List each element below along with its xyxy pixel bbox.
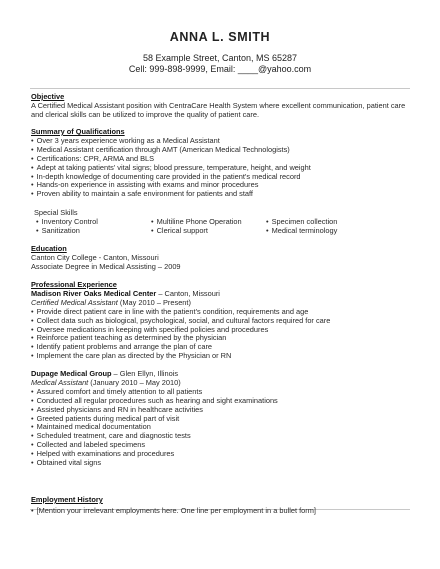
list-item: • Greeted patients during medical part of visit — [31, 415, 416, 424]
list-item: • Adept at taking patients' vital signs; blood pressure, temperature, height, and weight — [31, 164, 416, 173]
job-2-section — [31, 370, 416, 468]
address: 58 Example Street, Canton, MS 65287 — [142, 53, 298, 63]
list-item: • In-depth knowledge of documenting care provided in the patient's medical record — [31, 173, 416, 182]
employment-heading: Employment History — [31, 495, 103, 504]
employment-list — [31, 507, 416, 516]
job-duties-list — [31, 388, 416, 468]
job-duties-list — [31, 308, 416, 361]
list-item: • Obtained vital signs — [31, 459, 416, 468]
education-section — [31, 245, 416, 272]
objective-heading: Objective — [31, 92, 65, 101]
job-title: Medical Assistant — [31, 377, 89, 387]
qualifications-heading: Summary of Qualifications — [31, 127, 125, 136]
skills-grid — [36, 218, 419, 236]
list-item: • Hands-on experience in assisting with exams and minor procedures — [31, 181, 416, 190]
education-school: Canton City College - Canton, Missouri — [31, 252, 159, 262]
job-dates: (May 2010 – Present) — [117, 297, 191, 307]
education-heading: Education — [31, 244, 67, 253]
list-item: • Collected and labeled specimens — [31, 441, 416, 450]
list-item: • Identify patient problems and arrange the plan of care — [31, 343, 416, 352]
list-item: • Scheduled treatment, care and diagnostic tests — [31, 432, 416, 441]
experience-section — [31, 281, 416, 361]
list-item: • Oversee medications in keeping with specified policies and procedures — [31, 326, 416, 335]
list-item: • Medical Assistant certification through AMT (American Medical Technologists) — [31, 146, 416, 155]
job-employer: Dupage Medical Group — [31, 369, 112, 378]
skill-item: • Inventory Control — [36, 218, 151, 227]
list-item: • [Mention your irrelevant employments here. One line per employment in a bullet form] — [31, 507, 416, 516]
objective-text: A Certified Medical Assistant position with CentraCare Health System where excellent communication, patient care and clerical skills can be utilized to improve the quality of patient care. — [31, 100, 406, 119]
candidate-name: ANNA L. SMITH — [169, 30, 271, 44]
list-item: • Reinforce patient teaching as determined by the physician — [31, 334, 416, 343]
divider-top — [30, 88, 410, 89]
job-employer: Madison River Oaks Medical Center — [31, 288, 157, 298]
list-item: • Conducted all regular procedures such as hearing and sight examinations — [31, 397, 416, 406]
objective-section — [31, 93, 416, 120]
list-item: • Helped with examinations and procedures — [31, 450, 416, 459]
list-item: • Assisted physicians and RN in healthcare activities — [31, 406, 416, 415]
skill-item: • Clerical support — [151, 227, 266, 236]
list-item: • Over 3 years experience working as a Medical Assistant — [31, 137, 416, 146]
job-location: – Canton, Missouri — [156, 288, 220, 298]
skill-item: • Multiline Phone Operation — [151, 218, 266, 227]
experience-heading: Professional Experience — [31, 280, 117, 289]
qualifications-list — [31, 137, 416, 199]
list-item: • Collect data such as biological, psychological, social, and cultural factors required for care — [31, 317, 416, 326]
phone-email: Cell: 999-898-9999, Email: ____@yahoo.com — [128, 64, 312, 74]
job-location: – Glen Ellyn, Illinois — [111, 369, 179, 378]
skill-item: • Medical terminology — [266, 227, 386, 236]
contact-block — [0, 53, 440, 75]
qualifications-section — [31, 128, 416, 199]
skill-item: • Specimen collection — [266, 218, 386, 227]
skills-heading: Special Skills — [34, 208, 78, 217]
education-degree: Associate Degree in Medical Assisting – 2009 — [31, 261, 181, 271]
list-item: • Proven ability to maintain a safe environment for patients and staff — [31, 190, 416, 199]
skills-section — [34, 209, 419, 236]
list-item: • Maintained medical documentation — [31, 423, 416, 432]
job-dates: (January 2010 – May 2010) — [88, 377, 181, 387]
employment-section — [31, 496, 416, 516]
skill-item: • Sanitization — [36, 227, 151, 236]
list-item: • Certifications: CPR, ARMA and BLS — [31, 155, 416, 164]
list-item: • Implement the care plan as directed by the Physician or RN — [31, 352, 416, 361]
list-item: • Assured comfort and timely attention to all patients — [31, 388, 416, 397]
job-title: Certified Medical Assistant — [31, 297, 118, 307]
list-item: • Provide direct patient care in line with the patient's condition, requirements and age — [31, 308, 416, 317]
